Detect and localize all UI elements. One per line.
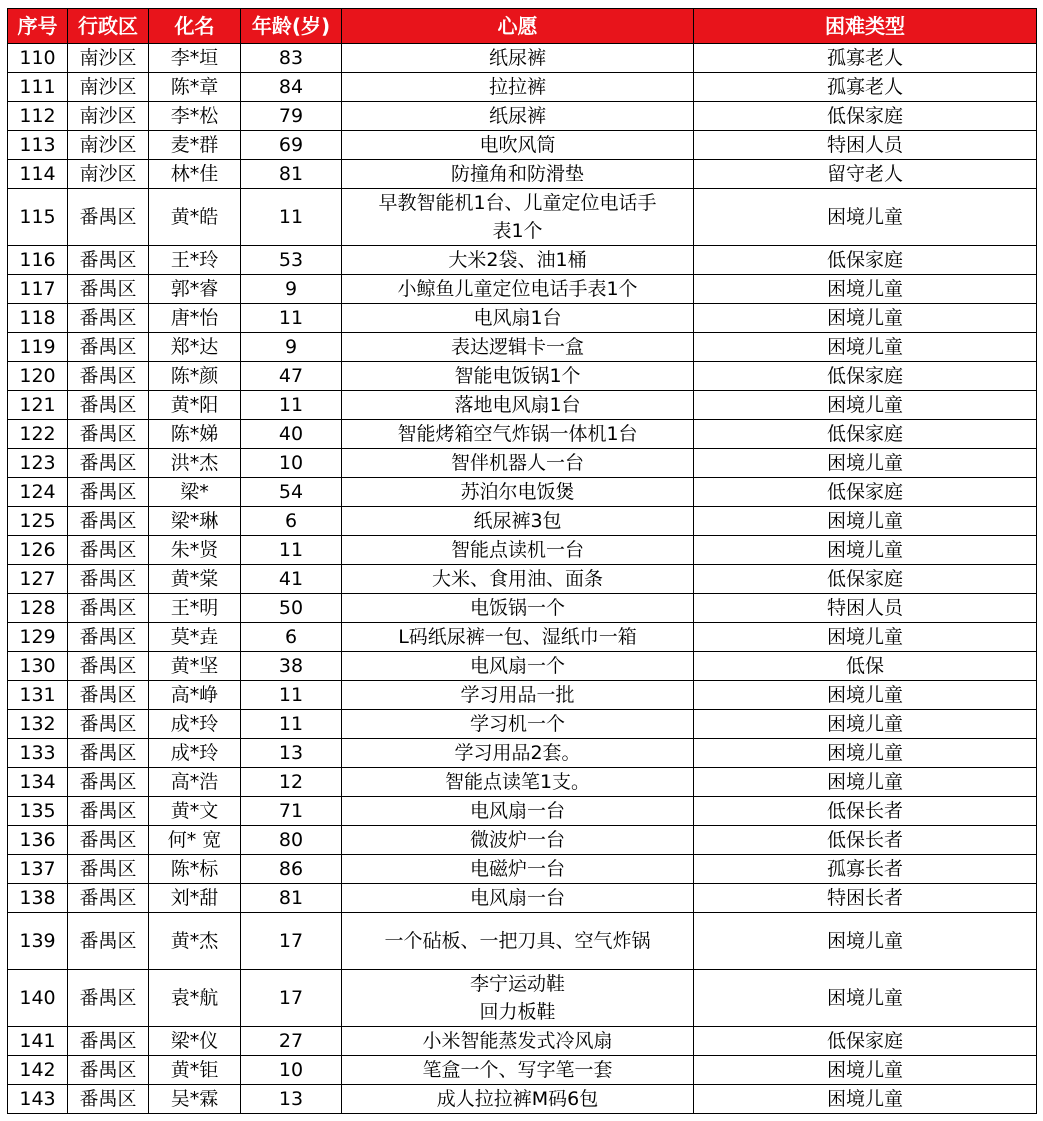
cell-alias-name: 王*玲 (149, 246, 241, 275)
wish-line: 电吹风筒 (479, 134, 556, 156)
cell-district: 番禺区 (68, 449, 149, 478)
cell-district: 南沙区 (68, 73, 149, 102)
wish-line: 表1个 (492, 220, 543, 242)
wish-line: 智能电饭锅1个 (454, 365, 581, 387)
cell-wish (342, 855, 694, 884)
wish-line: 大米、食用油、面条 (431, 568, 603, 590)
cell-serial-number: 114 (8, 160, 68, 189)
header-difficulty-type: 困难类型 (694, 9, 1037, 44)
cell-district: 番禺区 (68, 710, 149, 739)
cell-age: 11 (241, 304, 342, 333)
cell-serial-number: 116 (8, 246, 68, 275)
cell-alias-name: 陈*标 (149, 855, 241, 884)
cell-serial-number: 142 (8, 1056, 68, 1085)
cell-age: 71 (241, 797, 342, 826)
cell-age: 10 (241, 449, 342, 478)
cell-age: 81 (241, 884, 342, 913)
cell-alias-name: 王*明 (149, 594, 241, 623)
cell-difficulty-type: 困境儿童 (694, 623, 1037, 652)
table-body (8, 44, 1037, 1114)
cell-age: 6 (241, 507, 342, 536)
cell-district: 番禺区 (68, 855, 149, 884)
cell-age: 47 (241, 362, 342, 391)
cell-difficulty-type: 困境儿童 (694, 1085, 1037, 1114)
cell-district: 番禺区 (68, 362, 149, 391)
cell-district: 番禺区 (68, 797, 149, 826)
table-row (8, 160, 1037, 189)
cell-alias-name: 洪*杰 (149, 449, 241, 478)
wish-line: 大米2袋、油1桶 (448, 249, 587, 271)
cell-alias-name: 陈*颜 (149, 362, 241, 391)
cell-serial-number: 127 (8, 565, 68, 594)
cell-serial-number: 138 (8, 884, 68, 913)
cell-serial-number: 118 (8, 304, 68, 333)
cell-difficulty-type: 困境儿童 (694, 304, 1037, 333)
cell-difficulty-type: 特困人员 (694, 131, 1037, 160)
cell-difficulty-type: 低保家庭 (694, 102, 1037, 131)
cell-age: 54 (241, 478, 342, 507)
cell-age: 17 (241, 913, 342, 970)
cell-serial-number: 117 (8, 275, 68, 304)
cell-difficulty-type: 低保家庭 (694, 565, 1037, 594)
cell-age: 83 (241, 44, 342, 73)
cell-alias-name: 梁*仪 (149, 1027, 241, 1056)
cell-serial-number: 137 (8, 855, 68, 884)
wish-list-table-wrapper (7, 8, 1037, 1114)
cell-difficulty-type: 低保长者 (694, 826, 1037, 855)
cell-age: 81 (241, 160, 342, 189)
cell-age: 17 (241, 970, 342, 1027)
cell-serial-number: 140 (8, 970, 68, 1027)
cell-difficulty-type: 低保 (694, 652, 1037, 681)
wish-line: 落地电风扇1台 (454, 394, 581, 416)
cell-difficulty-type: 低保家庭 (694, 478, 1037, 507)
cell-wish (342, 333, 694, 362)
cell-district: 番禺区 (68, 333, 149, 362)
table-row (8, 652, 1037, 681)
table-row (8, 304, 1037, 333)
cell-district: 番禺区 (68, 826, 149, 855)
cell-age: 13 (241, 1085, 342, 1114)
cell-wish (342, 739, 694, 768)
cell-serial-number: 125 (8, 507, 68, 536)
wish-line: 学习用品一批 (460, 684, 575, 706)
cell-age: 13 (241, 739, 342, 768)
cell-wish (342, 1056, 694, 1085)
table-row (8, 478, 1037, 507)
cell-alias-name: 林*佳 (149, 160, 241, 189)
cell-district: 番禺区 (68, 507, 149, 536)
table-row (8, 797, 1037, 826)
table-row (8, 594, 1037, 623)
table-row (8, 1085, 1037, 1114)
cell-serial-number: 128 (8, 594, 68, 623)
table-row (8, 855, 1037, 884)
wish-line: 早教智能机1台、儿童定位电话手 (378, 192, 657, 214)
cell-difficulty-type: 困境儿童 (694, 507, 1037, 536)
cell-serial-number: 110 (8, 44, 68, 73)
table-row (8, 565, 1037, 594)
table-row (8, 884, 1037, 913)
cell-difficulty-type: 低保家庭 (694, 246, 1037, 275)
cell-alias-name: 刘*甜 (149, 884, 241, 913)
wish-line: 表达逻辑卡一盒 (450, 336, 584, 358)
wish-line: 小米智能蒸发式冷风扇 (422, 1030, 613, 1052)
header-serial-number: 序号 (8, 9, 68, 44)
cell-wish (342, 594, 694, 623)
wish-line: L码纸尿裤一包、湿纸巾一箱 (398, 626, 637, 648)
cell-age: 6 (241, 623, 342, 652)
table-row (8, 681, 1037, 710)
cell-district: 番禺区 (68, 768, 149, 797)
cell-difficulty-type: 孤寡长者 (694, 855, 1037, 884)
table-row (8, 189, 1037, 246)
cell-wish (342, 710, 694, 739)
table-row (8, 275, 1037, 304)
wish-line: 电风扇1台 (473, 307, 562, 329)
table-row (8, 768, 1037, 797)
header-alias-name: 化名 (149, 9, 241, 44)
cell-age: 11 (241, 536, 342, 565)
wish-line: 电风扇一台 (469, 887, 565, 909)
cell-alias-name: 李*松 (149, 102, 241, 131)
table-row (8, 362, 1037, 391)
cell-district: 番禺区 (68, 391, 149, 420)
wish-line: 智能点读机一台 (450, 539, 584, 561)
cell-wish (342, 73, 694, 102)
cell-alias-name: 黄*皓 (149, 189, 241, 246)
cell-age: 50 (241, 594, 342, 623)
table-row (8, 913, 1037, 970)
wish-line: 一个砧板、一把刀具、空气炸锅 (384, 930, 651, 952)
cell-wish (342, 391, 694, 420)
wish-line: 笔盒一个、写字笔一套 (422, 1059, 613, 1081)
cell-difficulty-type: 困境儿童 (694, 913, 1037, 970)
wish-line: 智能烤箱空气炸锅一体机1台 (397, 423, 638, 445)
cell-serial-number: 135 (8, 797, 68, 826)
cell-difficulty-type: 困境儿童 (694, 333, 1037, 362)
cell-difficulty-type: 特困人员 (694, 594, 1037, 623)
wish-line: 纸尿裤3包 (473, 510, 562, 532)
cell-district: 番禺区 (68, 1027, 149, 1056)
header-row (8, 9, 1037, 44)
cell-difficulty-type: 低保家庭 (694, 362, 1037, 391)
cell-serial-number: 141 (8, 1027, 68, 1056)
table-row (8, 826, 1037, 855)
cell-district: 番禺区 (68, 884, 149, 913)
cell-wish (342, 1085, 694, 1114)
wish-line: 纸尿裤 (488, 105, 546, 127)
header-district: 行政区 (68, 9, 149, 44)
cell-serial-number: 139 (8, 913, 68, 970)
cell-difficulty-type: 低保家庭 (694, 420, 1037, 449)
cell-serial-number: 119 (8, 333, 68, 362)
table-row (8, 739, 1037, 768)
cell-wish (342, 304, 694, 333)
cell-alias-name: 陈*娣 (149, 420, 241, 449)
cell-district: 南沙区 (68, 131, 149, 160)
cell-alias-name: 黄*文 (149, 797, 241, 826)
cell-wish (342, 478, 694, 507)
cell-wish (342, 652, 694, 681)
cell-wish (342, 826, 694, 855)
cell-district: 番禺区 (68, 478, 149, 507)
cell-serial-number: 113 (8, 131, 68, 160)
wish-line: 防撞角和防滑垫 (450, 163, 584, 185)
cell-serial-number: 115 (8, 189, 68, 246)
cell-wish (342, 623, 694, 652)
cell-serial-number: 129 (8, 623, 68, 652)
cell-alias-name: 郑*达 (149, 333, 241, 362)
cell-district: 南沙区 (68, 160, 149, 189)
cell-age: 79 (241, 102, 342, 131)
wish-line: 成人拉拉裤M码6包 (436, 1088, 599, 1110)
wish-line: 微波炉一台 (469, 829, 565, 851)
cell-alias-name: 唐*怡 (149, 304, 241, 333)
cell-alias-name: 黄*阳 (149, 391, 241, 420)
cell-wish (342, 970, 694, 1027)
table-row (8, 131, 1037, 160)
cell-age: 12 (241, 768, 342, 797)
cell-wish (342, 507, 694, 536)
cell-district: 番禺区 (68, 1085, 149, 1114)
cell-district: 番禺区 (68, 594, 149, 623)
cell-age: 11 (241, 681, 342, 710)
cell-district: 番禺区 (68, 1056, 149, 1085)
cell-serial-number: 121 (8, 391, 68, 420)
cell-difficulty-type: 困境儿童 (694, 970, 1037, 1027)
wish-line: 智能点读笔1支。 (444, 771, 591, 793)
cell-wish (342, 565, 694, 594)
table-row (8, 1027, 1037, 1056)
table-row (8, 333, 1037, 362)
cell-wish (342, 449, 694, 478)
cell-serial-number: 132 (8, 710, 68, 739)
cell-difficulty-type: 困境儿童 (694, 391, 1037, 420)
wish-line: 学习用品2套。 (454, 742, 581, 764)
cell-serial-number: 143 (8, 1085, 68, 1114)
cell-age: 27 (241, 1027, 342, 1056)
cell-difficulty-type: 特困长者 (694, 884, 1037, 913)
cell-serial-number: 131 (8, 681, 68, 710)
table-row (8, 420, 1037, 449)
cell-age: 53 (241, 246, 342, 275)
cell-age: 10 (241, 1056, 342, 1085)
cell-difficulty-type: 困境儿童 (694, 449, 1037, 478)
cell-alias-name: 黄*坚 (149, 652, 241, 681)
cell-difficulty-type: 困境儿童 (694, 189, 1037, 246)
cell-difficulty-type: 困境儿童 (694, 739, 1037, 768)
table-row (8, 623, 1037, 652)
header-wish: 心愿 (342, 9, 694, 44)
cell-wish (342, 797, 694, 826)
wish-line: 小鲸鱼儿童定位电话手表1个 (397, 278, 638, 300)
header-age: 年龄(岁) (241, 9, 342, 44)
cell-age: 40 (241, 420, 342, 449)
table-row (8, 970, 1037, 1027)
wish-line: 电风扇一个 (469, 655, 565, 677)
cell-age: 9 (241, 333, 342, 362)
cell-wish (342, 189, 694, 246)
cell-alias-name: 梁* (149, 478, 241, 507)
cell-wish (342, 131, 694, 160)
wish-line: 电风扇一台 (469, 800, 565, 822)
cell-alias-name: 何* 宽 (149, 826, 241, 855)
cell-difficulty-type: 困境儿童 (694, 1056, 1037, 1085)
cell-serial-number: 122 (8, 420, 68, 449)
cell-alias-name: 李*垣 (149, 44, 241, 73)
table-row (8, 44, 1037, 73)
table-row (8, 710, 1037, 739)
cell-alias-name: 麦*群 (149, 131, 241, 160)
cell-age: 41 (241, 565, 342, 594)
wish-line: 李宁运动鞋 (469, 973, 565, 995)
table-row (8, 449, 1037, 478)
cell-alias-name: 高*峥 (149, 681, 241, 710)
cell-alias-name: 郭*睿 (149, 275, 241, 304)
table-row (8, 507, 1037, 536)
cell-difficulty-type: 困境儿童 (694, 681, 1037, 710)
cell-alias-name: 黄*钜 (149, 1056, 241, 1085)
cell-alias-name: 吴*霖 (149, 1085, 241, 1114)
cell-district: 番禺区 (68, 246, 149, 275)
cell-serial-number: 136 (8, 826, 68, 855)
cell-alias-name: 黄*杰 (149, 913, 241, 970)
cell-serial-number: 123 (8, 449, 68, 478)
cell-age: 69 (241, 131, 342, 160)
cell-age: 11 (241, 391, 342, 420)
cell-alias-name: 陈*章 (149, 73, 241, 102)
cell-age: 86 (241, 855, 342, 884)
cell-serial-number: 124 (8, 478, 68, 507)
cell-serial-number: 130 (8, 652, 68, 681)
cell-serial-number: 112 (8, 102, 68, 131)
cell-wish (342, 246, 694, 275)
wish-line: 苏泊尔电饭煲 (460, 481, 575, 503)
cell-district: 番禺区 (68, 913, 149, 970)
cell-serial-number: 133 (8, 739, 68, 768)
cell-age: 11 (241, 189, 342, 246)
cell-alias-name: 成*玲 (149, 710, 241, 739)
cell-district: 番禺区 (68, 681, 149, 710)
cell-difficulty-type: 低保长者 (694, 797, 1037, 826)
cell-district: 番禺区 (68, 739, 149, 768)
cell-difficulty-type: 留守老人 (694, 160, 1037, 189)
cell-wish (342, 102, 694, 131)
cell-district: 番禺区 (68, 275, 149, 304)
cell-difficulty-type: 孤寡老人 (694, 44, 1037, 73)
cell-age: 84 (241, 73, 342, 102)
cell-district: 番禺区 (68, 565, 149, 594)
cell-alias-name: 朱*贤 (149, 536, 241, 565)
cell-district: 番禺区 (68, 623, 149, 652)
table-row (8, 73, 1037, 102)
wish-line: 拉拉裤 (488, 76, 546, 98)
cell-wish (342, 681, 694, 710)
cell-wish (342, 275, 694, 304)
cell-alias-name: 黄*棠 (149, 565, 241, 594)
cell-difficulty-type: 困境儿童 (694, 536, 1037, 565)
wish-line: 学习机一个 (469, 713, 565, 735)
table-row (8, 1056, 1037, 1085)
cell-alias-name: 高*浩 (149, 768, 241, 797)
wish-line: 电磁炉一台 (469, 858, 565, 880)
cell-difficulty-type: 困境儿童 (694, 768, 1037, 797)
cell-district: 番禺区 (68, 304, 149, 333)
cell-wish (342, 913, 694, 970)
cell-serial-number: 120 (8, 362, 68, 391)
cell-alias-name: 莫*垚 (149, 623, 241, 652)
table-row (8, 102, 1037, 131)
cell-wish (342, 768, 694, 797)
cell-district: 南沙区 (68, 102, 149, 131)
cell-wish (342, 420, 694, 449)
wish-list-table (7, 8, 1037, 1114)
cell-alias-name: 袁*航 (149, 970, 241, 1027)
cell-difficulty-type: 困境儿童 (694, 710, 1037, 739)
cell-wish (342, 884, 694, 913)
cell-alias-name: 成*玲 (149, 739, 241, 768)
cell-difficulty-type: 孤寡老人 (694, 73, 1037, 102)
cell-age: 11 (241, 710, 342, 739)
cell-difficulty-type: 困境儿童 (694, 275, 1037, 304)
cell-district: 南沙区 (68, 44, 149, 73)
cell-age: 9 (241, 275, 342, 304)
cell-district: 番禺区 (68, 970, 149, 1027)
cell-difficulty-type: 低保家庭 (694, 1027, 1037, 1056)
cell-district: 番禺区 (68, 420, 149, 449)
wish-line: 回力板鞋 (479, 1001, 556, 1023)
cell-serial-number: 126 (8, 536, 68, 565)
cell-wish (342, 1027, 694, 1056)
cell-age: 38 (241, 652, 342, 681)
cell-wish (342, 160, 694, 189)
wish-line: 智伴机器人一台 (450, 452, 584, 474)
cell-age: 80 (241, 826, 342, 855)
cell-serial-number: 134 (8, 768, 68, 797)
cell-wish (342, 362, 694, 391)
cell-district: 番禺区 (68, 536, 149, 565)
cell-wish (342, 536, 694, 565)
wish-line: 纸尿裤 (488, 47, 546, 69)
table-row (8, 536, 1037, 565)
cell-serial-number: 111 (8, 73, 68, 102)
cell-alias-name: 梁*琳 (149, 507, 241, 536)
table-row (8, 391, 1037, 420)
cell-wish (342, 44, 694, 73)
cell-district: 番禺区 (68, 189, 149, 246)
table-row (8, 246, 1037, 275)
cell-district: 番禺区 (68, 652, 149, 681)
wish-line: 电饭锅一个 (469, 597, 565, 619)
